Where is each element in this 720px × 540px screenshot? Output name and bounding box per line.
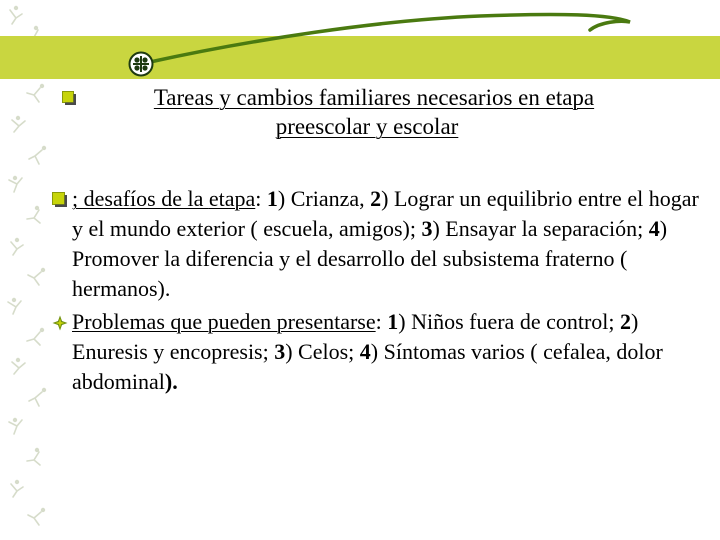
square-bullet-icon	[52, 192, 68, 208]
bullet-2-text-2: ) Enuresis y encopresis;	[72, 309, 639, 364]
list-item	[52, 184, 702, 304]
square-bullet-icon	[62, 91, 77, 106]
bullet-1-number-1: 1	[266, 186, 278, 211]
bullet-1-text-1: ) Crianza,	[277, 186, 371, 211]
bullet-2-text-3: ) Celos;	[285, 339, 360, 364]
bullet-2-number-1: 1	[387, 309, 399, 334]
bullet-2-text-1: ) Niños fuera de control;	[398, 309, 621, 334]
bullet-1-text-4: ) Promover la diferencia y el desarrollo del subsistema fraterno ( hermanos).	[72, 216, 668, 301]
bullet-2-number-4: 4	[359, 339, 371, 364]
bullet-1-lead-etapa: etapa	[208, 186, 256, 211]
celtic-ornament-icon	[128, 51, 154, 77]
slide-title	[62, 83, 672, 141]
bullet-1-separator: :	[255, 186, 267, 211]
bullet-2-number-3: 3	[274, 339, 286, 364]
bullet-2-number-2: 2	[620, 309, 632, 334]
bullet-1-text-2: ) Lograr un equilibrio entre el hogar y el mundo exterior ( escuela, amigos);	[72, 186, 699, 241]
bullet-2-separator: :	[375, 309, 388, 334]
bullet-2-text-4: ) Síntomas varios ( cefalea, dolor abdominal	[72, 339, 663, 394]
title-line-2: preescolar y escolar	[275, 114, 459, 139]
bullet-1-number-4: 4	[648, 216, 660, 241]
bullet-1-text-3: ) Ensayar la separación;	[432, 216, 649, 241]
bullet-1-number-3: 3	[421, 216, 433, 241]
title-line-1: Tareas y cambios familiares necesarios en etapa	[153, 85, 595, 110]
bullet-2-lead: Problemas que pueden presentarse	[72, 309, 376, 334]
list-item	[52, 307, 702, 397]
bullet-1-lead: ; desafíos de la	[72, 186, 209, 211]
diamond-bullet-icon	[52, 315, 68, 331]
bullet-1-number-2: 2	[370, 186, 382, 211]
content-bullet-list	[52, 184, 702, 397]
bullet-2-end: ).	[164, 369, 178, 394]
